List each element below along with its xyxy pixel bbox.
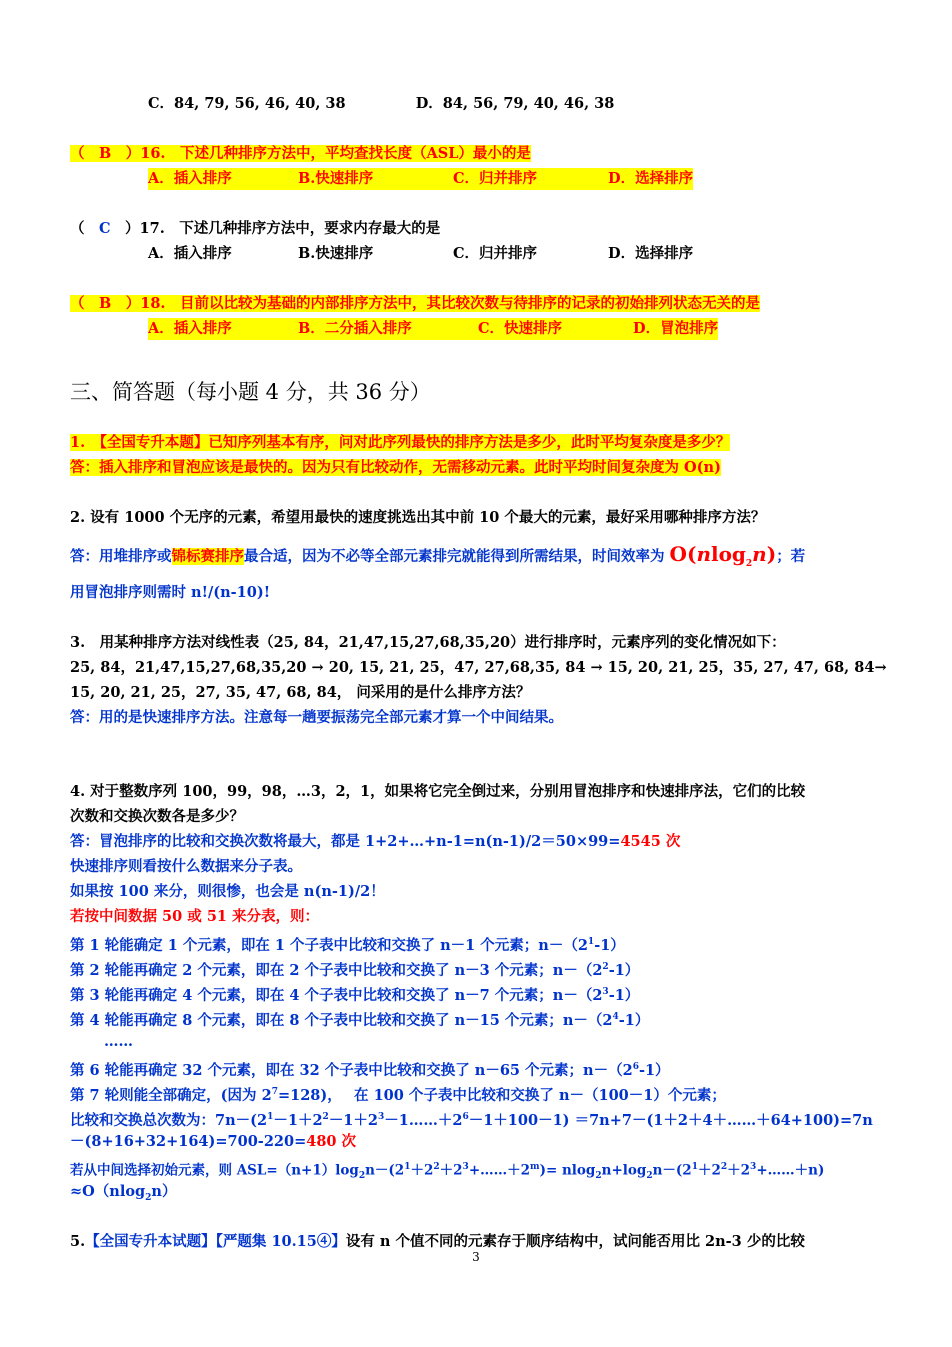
s4-question-2: 次数和交换次数各是多少？	[70, 808, 244, 825]
s2-answer-line2: 用冒泡排序则需时 n!/(n-10)!	[70, 584, 271, 601]
q17-options: A．插入排序 B.快速排序 C．归并排序 D．选择排序	[148, 245, 694, 262]
highlight-tournament-sort: 锦标赛排序	[171, 548, 244, 565]
s4-ellipsis: ……	[104, 1033, 133, 1050]
s4-asl-1: 若从中间选择初始元素，则 $ASL=(n+1)\log_2n-(2^1+2^2+2^3+\dots\dots+2^m)=$ $nlog_2n+\log_2n-(2^1+2^2+2^3+\dots\dots+n)$	[70, 1162, 825, 1182]
s5-question: 5.【全国专升本试题】【严题集 10.15④】设有 n 个值不同的元素存于顺序结构中，试问能否用比 2n-3 少的比较	[70, 1233, 805, 1250]
s1-answer: 答：插入排序和冒泡应该是最快的。因为只有比较动作，无需移动元素。此时平均时间复杂度为 O(n)	[70, 459, 721, 476]
s4-round-1: 第 1 轮能确定 1 个元素，即在 1 个子表中比较和交换了 n－1 个元素；$n-(2^1-1)$	[70, 936, 625, 954]
q17-answer: C	[99, 220, 111, 237]
s4-round-3: 第 3 轮能再确定 4 个元素，即在 4 个子表中比较和交换了 n－7 个元素；$n-(2^3-1)$	[70, 986, 640, 1004]
page-number: 3	[472, 1250, 480, 1264]
s2-answer: 答：用堆排序或锦标赛排序最合适，因为不必等全部元素排完就能得到所需结果，时间效率为 O(nlog$_2$n)；若	[70, 542, 806, 569]
q16-options: A．插入排序 B.快速排序 C．归并排序 D．选择排序	[148, 168, 693, 190]
q15-option-c: C．84, 79, 56, 46, 40, 38	[148, 95, 346, 112]
s4-answer-1: 答：冒泡排序的比较和交换次数将最大，都是 1+2+…+n-1=n(n-1)/2＝50×99=4545 次	[70, 833, 681, 850]
s4-answer-4: 若按中间数据 50 或 51 来分表，则：	[70, 908, 320, 925]
q17-stem: （ C ）17. 下述几种排序方法中，要求内存最大的是	[70, 220, 441, 237]
q18-options: A．插入排序 B．二分插入排序 C．快速排序 D．冒泡排序	[148, 318, 718, 340]
s4-answer-2: 快速排序则看按什么数据来分子表。	[70, 858, 302, 875]
q15-options	[148, 93, 614, 115]
q18-stem: （ B ）18. 目前以比较为基础的内部排序方法中，其比较次数与待排序的记录的初始排列状态无关的是	[70, 295, 760, 312]
complexity-formula: O(nlog$_2$n)	[669, 542, 777, 569]
section-title: 三、简答题（每小题 4 分，共 36 分）	[70, 380, 431, 404]
s4-round-4: 第 4 轮能再确定 8 个元素，即在 8 个子表中比较和交换了 n－15 个元素；$n-(2^4-1)$	[70, 1011, 650, 1029]
s4-round-6: 第 6 轮能再确定 32 个元素，即在 32 个子表中比较和交换了 n－65 个元素；$n-(2^6-1)$	[70, 1061, 670, 1079]
s1-question: 1. 【全国专升本题】已知序列基本有序，问对此序列最快的排序方法是多少，此时平均复杂度是多少？	[70, 434, 731, 451]
s3-sequence-2: 15, 20, 21, 25，27, 35, 47, 68, 84， 问采用的是什么排序方法？	[70, 684, 531, 701]
s4-round-7: 第 7 轮则能全部确定，(因为 $2^7=128$)， 在 100 个子表中比较和交换了 n－（100－1）个元素；	[70, 1086, 726, 1104]
s4-total-2: －(8+16+32+164)=700-220=480 次	[70, 1133, 357, 1150]
q15-option-d: D．84, 56, 79, 40, 46, 38	[415, 95, 615, 112]
s2-question: 2. 设有 1000 个无序的元素，希望用最快的速度挑选出其中前 10 个最大的元素，最好采用哪种排序方法？	[70, 509, 766, 526]
s4-round-2: 第 2 轮能再确定 2 个元素，即在 2 个子表中比较和交换了 n－3 个元素；$n-(2^2-1)$	[70, 961, 640, 979]
s4-answer-3: 如果按 100 来分，则很惨，也会是 n(n-1)/2！	[70, 883, 385, 900]
s4-question-1: 4. 对于整数序列 100，99，98，…3，2，1，如果将它完全倒过来，分别用冒泡排序和快速排序法，它们的比较	[70, 783, 806, 800]
q16-stem: （ B ）16. 下述几种排序方法中，平均查找长度（ASL）最小的是	[70, 145, 531, 162]
s4-asl-2: ≈O（nlog$_2$n）	[70, 1183, 177, 1203]
s3-answer: 答：用的是快速排序方法。注意每一趟要振荡完全部元素才算一个中间结果。	[70, 709, 563, 726]
s4-total-1: 比较和交换总次数为：$7n-(2^1-1+2^2-1+2^3-1\dots\dots+2^6-1+100-1)$ ＝7n+7－(1＋2＋4＋……＋64+100)=7n	[70, 1111, 873, 1129]
s3-sequence-1: 25, 84，21,47,15,27,68,35,20 → 20, 15, 21, 25，47, 27,68,35, 84 → 15, 20, 21, 25，35, 27, 47, 68, 84→	[70, 659, 887, 676]
s3-question: 3. 用某种排序方法对线性表（25, 84，21,47,15,27,68,35,20）进行排序时，元素序列的变化情况如下：	[70, 634, 786, 651]
